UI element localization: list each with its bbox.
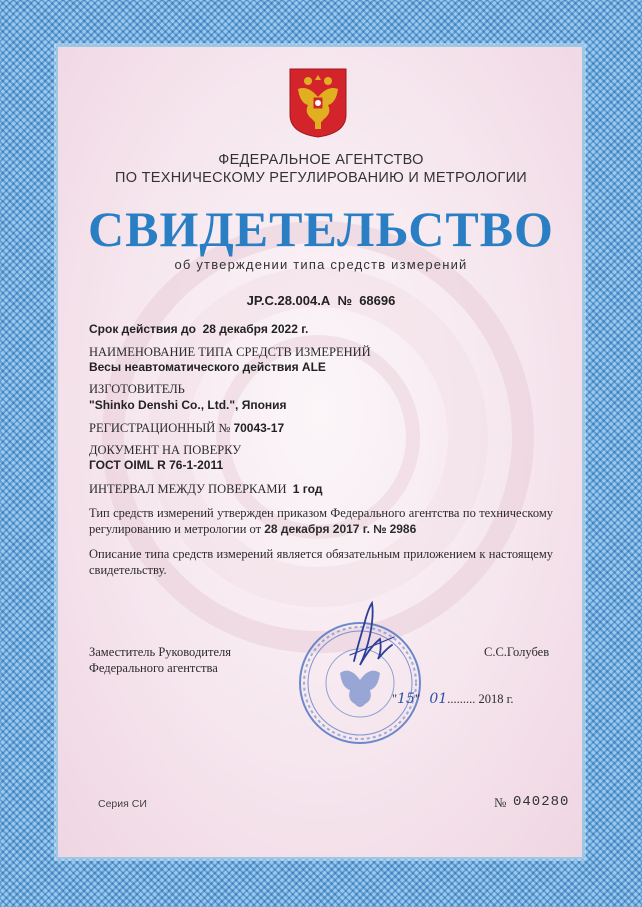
- note-paragraph: Описание типа средств измерений является обязательным приложением к настоящему свидетельству.: [89, 547, 553, 577]
- type-name-value: Весы неавтоматического действия ALE: [89, 360, 326, 374]
- date-dots: .........: [447, 692, 476, 706]
- date-month: 01: [429, 691, 448, 707]
- verification-doc-value: ГОСТ OIML R 76-1-2011: [89, 458, 224, 472]
- interval-value: 1 год: [292, 482, 323, 496]
- date-year: 2018 г.: [478, 692, 514, 706]
- document-subtitle: об утверждении типа средств измерений: [174, 257, 468, 272]
- type-name-label: НАИМЕНОВАНИЕ ТИПА СРЕДСТВ ИЗМЕРЕНИЙ: [89, 345, 371, 359]
- validity-label: Срок действия до: [89, 322, 196, 336]
- interval-label: ИНТЕРВАЛ МЕЖДУ ПОВЕРКАМИ: [89, 482, 287, 496]
- number-sign: №: [337, 293, 352, 308]
- manufacturer-label: ИЗГОТОВИТЕЛЬ: [89, 382, 185, 396]
- signing-date: [392, 691, 513, 707]
- series-label: Серия СИ: [98, 798, 147, 810]
- approval-text: Тип средств измерений утвержден приказом Федерального агентства по техническому регулированию и метрологии от: [89, 506, 553, 536]
- signatory-position-line-1: Заместитель Руководителя: [89, 645, 231, 659]
- certificate-no: 68696: [359, 293, 396, 308]
- handwritten-signature-icon: [330, 595, 410, 675]
- agency-line-2: ПО ТЕХНИЧЕСКОМУ РЕГУЛИРОВАНИЮ И МЕТРОЛОГИИ: [114, 170, 528, 186]
- approval-paragraph: [89, 505, 553, 537]
- agency-line-1: ФЕДЕРАЛЬНОЕ АГЕНТСТВО: [218, 152, 424, 168]
- interval-line: [89, 482, 322, 497]
- validity-value: 28 декабря 2022 г.: [202, 322, 309, 336]
- certificate-code: JP.C.28.004.A: [246, 293, 331, 308]
- registration-value: 70043-17: [233, 421, 285, 435]
- russian-coat-of-arms-icon: [288, 67, 348, 139]
- registration-label: РЕГИСТРАЦИОННЫЙ №: [89, 421, 231, 435]
- background-guilloche: [98, 217, 538, 657]
- approval-no-sign: №: [373, 522, 387, 536]
- approval-date: 28 декабря 2017 г.: [264, 522, 370, 536]
- signatory-position-line-2: Федерального агентства: [89, 661, 218, 675]
- date-open-quote: ": [392, 692, 398, 706]
- certificate-number: [0, 293, 642, 308]
- date-close-quote: ": [414, 692, 421, 706]
- signatory-name: С.С.Голубев: [484, 645, 550, 659]
- approval-order-no: 2986: [389, 522, 417, 536]
- manufacturer-value: "Shinko Denshi Co., Ltd.", Япония: [89, 398, 287, 412]
- date-day: 15: [397, 691, 415, 707]
- serial-number: 040280: [513, 794, 570, 810]
- document-title: СВИДЕТЕЛЬСТВО: [88, 201, 554, 257]
- validity-line: [89, 322, 308, 336]
- registration-line: [89, 421, 284, 436]
- serial-number-sign: №: [494, 795, 507, 810]
- verification-doc-label: ДОКУМЕНТ НА ПОВЕРКУ: [89, 443, 242, 457]
